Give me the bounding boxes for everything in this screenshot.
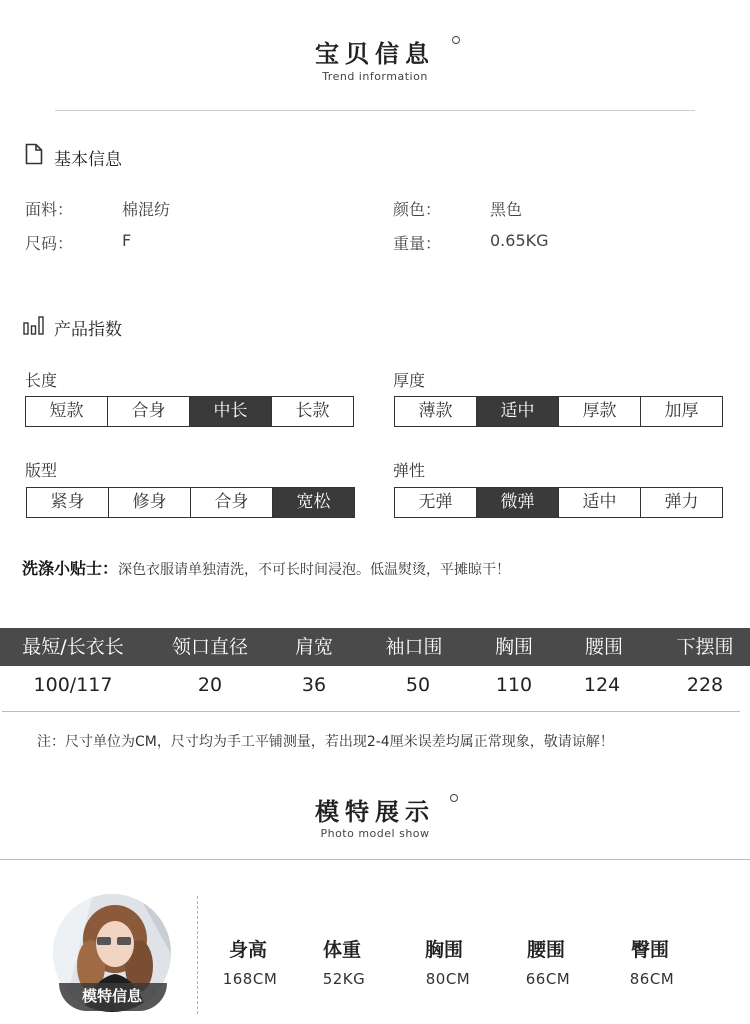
basic-info-title: 基本信息 — [54, 150, 122, 170]
title-dot-decoration — [452, 36, 460, 44]
elasticity-option-selected: 微弹 — [476, 488, 558, 517]
table-divider — [2, 711, 740, 712]
thickness-option: 薄款 — [418, 401, 453, 421]
fit-option: 合身 — [190, 488, 272, 517]
size-header-cell: 胸围 — [494, 636, 533, 658]
length-scale — [25, 396, 354, 427]
fit-option: 紧身 — [50, 492, 85, 512]
fit-label: 版型 — [25, 461, 58, 480]
size-table-row — [0, 674, 750, 702]
section-title: 宝贝信息 — [315, 40, 435, 68]
divider — [55, 110, 695, 111]
section-subtitle: Trend information — [322, 70, 428, 83]
bar-chart-icon — [23, 315, 45, 339]
size-label: 尺码： — [25, 234, 74, 253]
model-stat-value: 66CM — [525, 970, 571, 988]
size-header-cell: 最短/长衣长 — [22, 636, 124, 658]
model-section-title: 模特展示 — [315, 798, 435, 826]
size-header-cell: 下摆围 — [676, 636, 734, 658]
elasticity-label: 弹性 — [393, 461, 426, 480]
model-stat-value: 168CM — [222, 970, 278, 988]
measurement-note: 注：尺寸单位为CM，尺寸均为手工平铺测量，若出现2-4厘米误差均属正常现象，敬请谅解！ — [37, 734, 614, 750]
size-header-cell: 领口直径 — [171, 636, 248, 658]
color-value: 黑色 — [490, 200, 523, 219]
fabric-label: 面料： — [25, 200, 74, 219]
elasticity-option: 弹力 — [640, 488, 722, 517]
weight-value: 0.65KG — [490, 231, 549, 250]
wash-tip-label: 洗涤小贴士： — [22, 559, 119, 578]
elasticity-option: 适中 — [558, 488, 640, 517]
divider — [0, 859, 750, 860]
size-value-cell: 228 — [686, 674, 724, 696]
length-option-selected: 中长 — [189, 397, 271, 426]
elasticity-option: 无弹 — [418, 492, 453, 512]
model-stat-label: 身高 — [228, 939, 267, 961]
size-value-cell: 36 — [301, 674, 327, 696]
size-value-cell: 50 — [405, 674, 431, 696]
length-label: 长度 — [25, 371, 58, 390]
fit-option: 修身 — [108, 488, 190, 517]
elasticity-scale — [394, 487, 723, 518]
model-info-badge: 模特信息 — [81, 987, 142, 1005]
weight-label: 重量： — [393, 234, 442, 253]
wash-tip — [22, 556, 742, 579]
size-header-cell: 肩宽 — [294, 636, 333, 658]
model-stat-label: 腰围 — [526, 939, 565, 961]
model-section-subtitle: Photo model show — [320, 827, 430, 840]
model-stat-value: 52KG — [322, 970, 366, 988]
size-header-cell: 腰围 — [584, 636, 623, 658]
thickness-option: 厚款 — [558, 397, 640, 426]
model-stat-value: 86CM — [629, 970, 675, 988]
size-value-cell: 124 — [583, 674, 621, 696]
length-option: 短款 — [49, 401, 84, 421]
thickness-option-selected: 适中 — [476, 397, 558, 426]
document-icon — [25, 143, 43, 169]
fit-scale — [26, 487, 355, 518]
model-stat-label: 体重 — [322, 939, 361, 961]
title-dot-decoration — [450, 794, 458, 802]
model-stat-label: 胸围 — [424, 939, 463, 961]
size-value-cell: 110 — [495, 674, 533, 696]
model-stat-value: 80CM — [425, 970, 471, 988]
length-option: 合身 — [107, 397, 189, 426]
size-table-header — [0, 628, 750, 666]
fabric-value: 棉混纺 — [122, 200, 171, 219]
color-label: 颜色： — [393, 200, 442, 219]
size-value: F — [122, 231, 132, 250]
vertical-divider — [197, 896, 198, 1014]
model-stat-label: 臀围 — [630, 939, 669, 961]
thickness-option: 加厚 — [640, 397, 722, 426]
size-header-cell: 袖口围 — [385, 636, 443, 658]
length-option: 长款 — [271, 397, 353, 426]
size-value-cell: 20 — [197, 674, 223, 696]
thickness-scale — [394, 396, 723, 427]
wash-tip-text: 深色衣服请单独清洗，不可长时间浸泡。低温熨烫，平摊晾干！ — [118, 562, 511, 578]
product-index-title: 产品指数 — [54, 320, 122, 340]
size-value-cell: 100/117 — [33, 674, 113, 696]
thickness-label: 厚度 — [393, 371, 426, 390]
fit-option-selected: 宽松 — [272, 488, 354, 517]
